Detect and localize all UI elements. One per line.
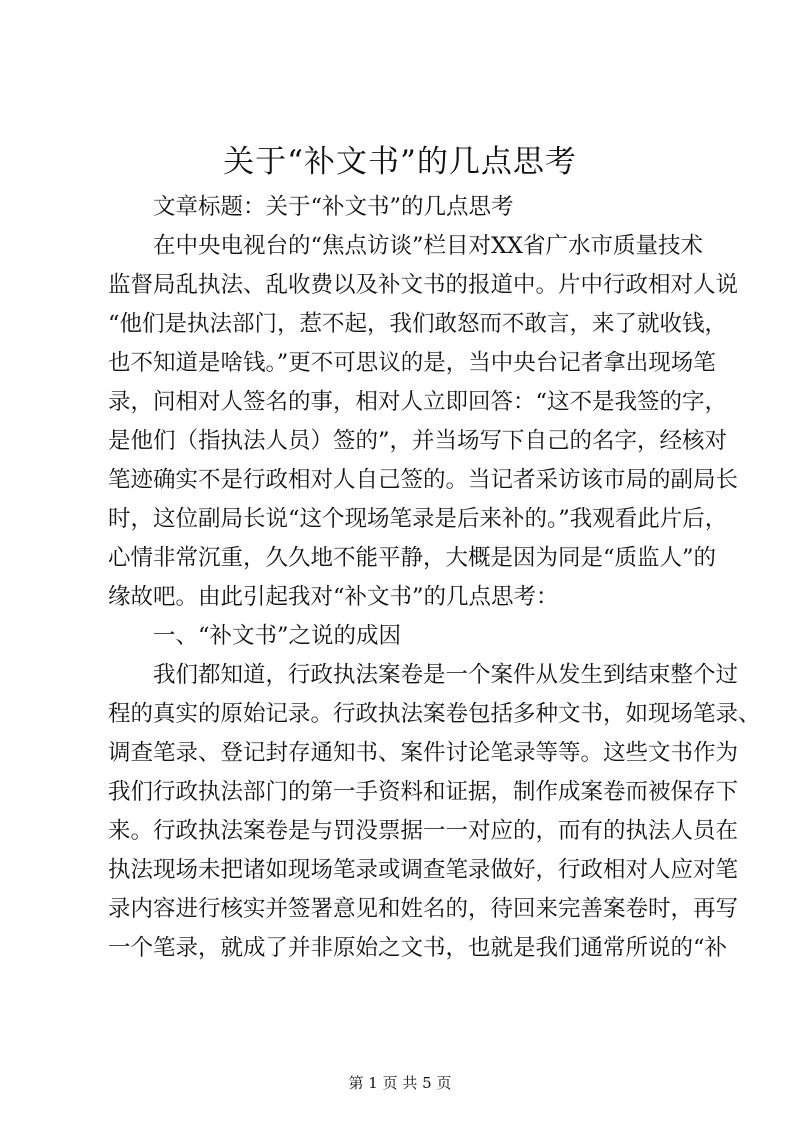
text-line: 我们行政执法部门的第一手资料和证据，制作成案卷而被保存下 bbox=[108, 779, 739, 805]
text-line: 一个笔录，就成了并非原始之文书，也就是我们通常所说的“补 bbox=[108, 935, 728, 961]
section-heading: 一、“补文书”之说的成因 bbox=[108, 623, 402, 649]
text-line: 我们都知道，行政执法案卷是一个案件从发生到结束整个过 bbox=[108, 662, 739, 688]
text-line: 文章标题：关于“补文书”的几点思考 bbox=[108, 194, 514, 220]
text-line: 是他们（指执法人员）签的”，并当场写下自己的名字，经核对 bbox=[108, 428, 728, 454]
document-title: 关于“补文书”的几点思考 bbox=[223, 144, 577, 180]
text-line: 调查笔录、登记封存通知书、案件讨论笔录等等。这些文书作为 bbox=[108, 740, 739, 766]
text-line: 监督局乱执法、乱收费以及补文书的报道中。片中行政相对人说 bbox=[108, 272, 739, 298]
text-line: 来。行政执法案卷是与罚没票据一一对应的，而有的执法人员在 bbox=[108, 818, 739, 844]
text-line: 在中央电视台的“焦点访谈”栏目对XX省广水市质量技术 bbox=[108, 233, 704, 259]
text-line: 也不知道是啥钱。”更不可思议的是，当中央台记者拿出现场笔 bbox=[108, 350, 716, 376]
text-line: 程的真实的原始记录。行政执法案卷包括多种文书，如现场笔录、 bbox=[108, 701, 761, 727]
text-line: 录内容进行核实并签署意见和姓名的，待回来完善案卷时，再写 bbox=[108, 896, 739, 922]
text-line: 笔迹确实不是行政相对人自己签的。当记者采访该市局的副局长 bbox=[108, 467, 739, 493]
page-footer: 第 1 页 共 5 页 bbox=[348, 1074, 452, 1092]
text-line: 缘故吧。由此引起我对“补文书”的几点思考： bbox=[108, 584, 559, 610]
text-line: 录，问相对人签名的事，相对人立即回答：“这不是我签的字， bbox=[108, 389, 728, 415]
text-line: 心情非常沉重，久久地不能平静，大概是因为同是“质监人”的 bbox=[108, 545, 717, 571]
text-line: “他们是执法部门，惹不起，我们敢怒而不敢言，来了就收钱， bbox=[108, 311, 728, 337]
text-line: 执法现场未把诸如现场笔录或调查笔录做好，行政相对人应对笔 bbox=[108, 857, 739, 883]
text-line: 时，这位副局长说“这个现场笔录是后来补的。”我观看此片后， bbox=[108, 506, 728, 532]
